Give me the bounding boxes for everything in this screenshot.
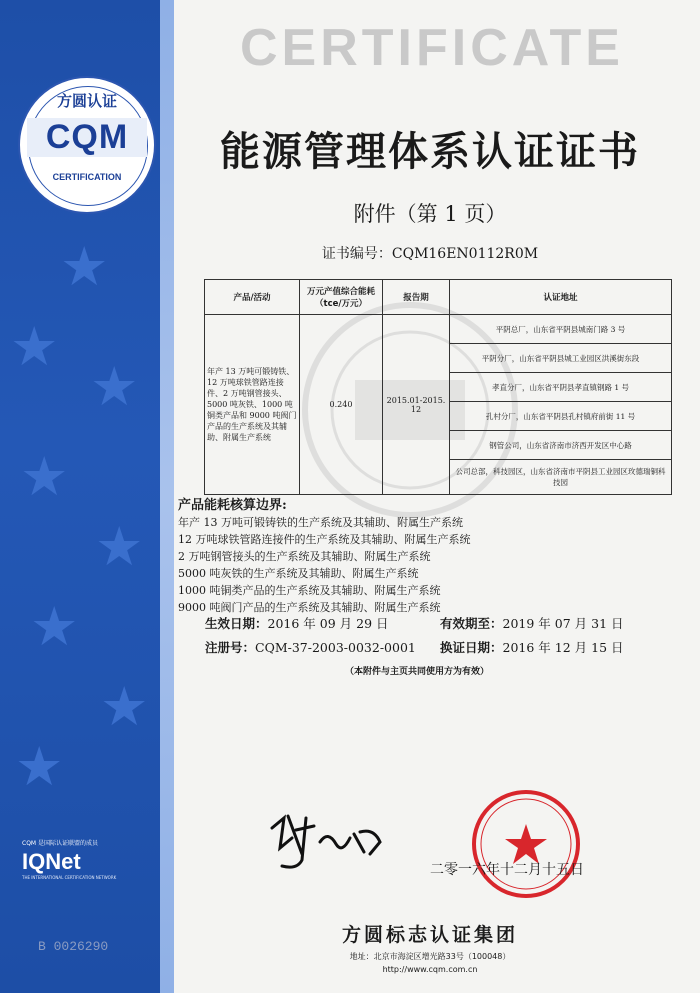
scope-line: 12 万吨球铁管路连接件的生产系统及其辅助、附属生产系统 (178, 533, 471, 546)
signature-icon (262, 808, 392, 874)
scope-line: 9000 吨阀门产品的生产系统及其辅助、附属生产系统 (178, 601, 441, 614)
iqnet-member-text: CQM 是国际认证联盟的成员 (22, 840, 98, 847)
address-item: 钢管公司，山东省济南市济西开发区中心路 (450, 431, 671, 460)
registration-value: CQM-37-2003-0032-0001 (255, 640, 416, 655)
address-cell (450, 315, 672, 495)
iqnet-mark: IQNet (22, 849, 81, 874)
address-item: 平阴分厂，山东省平阴县城工业园区洪溪街东段 (450, 344, 671, 373)
renewal-date-value: 2016 年 12 月 15 日 (502, 640, 624, 655)
light-blue-strip (160, 0, 174, 993)
address-item: 孝直分厂，山东省平阴县孝直镇钢路 1 号 (450, 373, 671, 402)
iqnet-tagline: THE INTERNATIONAL CERTIFICATION NETWORK (22, 875, 117, 880)
logo-top-text: 方圆认证 (56, 92, 117, 110)
scope-line: 2 万吨钢管接头的生产系统及其辅助、附属生产系统 (178, 550, 431, 563)
star-icon: ★ (10, 315, 59, 378)
star-icon: ★ (60, 235, 109, 298)
certification-table (204, 279, 672, 495)
address-item: 平阴总厂，山东省平阴县城南门路 3 号 (450, 315, 671, 344)
renewal-date-label: 换证日期： (440, 640, 503, 655)
star-icon: ★ (20, 445, 69, 508)
table-row (205, 315, 672, 495)
address-item: 孔村分厂，山东省平阴县孔村镇府前街 11 号 (450, 402, 671, 431)
address-item: 公司总部，科技园区，山东省济南市平阴县工业园区玫德瑞铜科技园 (455, 467, 666, 487)
organization-address: 地址：北京市海淀区增光路33号（100048） (349, 952, 511, 961)
col-header-address: 认证地址 (450, 280, 672, 315)
col-header-product: 产品/活动 (205, 280, 300, 315)
star-icon: ★ (95, 515, 144, 578)
attachment-subtitle: 附件（第 1 页） (353, 202, 507, 226)
valid-until-label: 有效期至： (440, 616, 503, 631)
effective-date-label: 生效日期： (205, 616, 268, 631)
valid-until-field (440, 614, 624, 632)
registration-label: 注册号： (205, 640, 256, 655)
star-icon: ★ (90, 355, 139, 418)
registration-field (205, 638, 416, 656)
scope-line: 5000 吨灰铁的生产系统及其辅助、附属生产系统 (178, 567, 419, 580)
certificate-title: 能源管理体系认证证书 (220, 129, 640, 175)
effective-date-field (205, 614, 389, 632)
product-cell: 年产 13 万吨可锻铸铁、12 万吨球铁管路连接件、2 万吨钢管接头、5000 吨灰铁、1000 吨铜类产品和 9000 吨阀门产品的生产系统及其辅助、附属生产系统 (205, 315, 300, 495)
organization-name: 方圆标志认证集团 (341, 924, 518, 946)
col-header-period: 报告期 (383, 280, 450, 315)
logo-mark: CQM (27, 118, 147, 157)
company-seal-icon (470, 788, 582, 900)
star-icon: ★ (15, 735, 64, 798)
star-icon: ★ (30, 595, 79, 658)
renewal-date-field (440, 638, 624, 656)
scope-line: 1000 吨铜类产品的生产系统及其辅助、附属生产系统 (178, 584, 441, 597)
cqm-logo (18, 76, 156, 214)
iqnet-logo (22, 838, 132, 880)
energy-cell: 0.240 (300, 315, 383, 495)
scope-line: 年产 13 万吨可锻铸铁的生产系统及其辅助、附属生产系统 (178, 516, 463, 529)
certificate-word: CERTIFICATE (240, 19, 624, 77)
col-header-energy: 万元产值综合能耗（tce/万元） (300, 280, 383, 315)
table-header-row (205, 280, 672, 315)
valid-until-value: 2019 年 07 月 31 日 (502, 616, 624, 631)
effective-date-value: 2016 年 09 月 29 日 (267, 616, 389, 631)
organization-website: http://www.cqm.com.cn (382, 965, 478, 974)
star-icon: ★ (100, 675, 149, 738)
period-cell: 2015.01-2015.12 (383, 315, 450, 495)
issue-date: 二零一六年十二月十五日 (430, 862, 584, 878)
certificate-number: 证书编号：CQM16EN0112R0M (321, 246, 539, 262)
scope-heading: 产品能耗核算边界: (178, 498, 287, 513)
serial-number: B 0026290 (38, 939, 109, 954)
logo-bottom-text: CERTIFICATION (52, 172, 122, 182)
validity-note: （本附件与主页共同使用方为有效） (345, 667, 490, 677)
